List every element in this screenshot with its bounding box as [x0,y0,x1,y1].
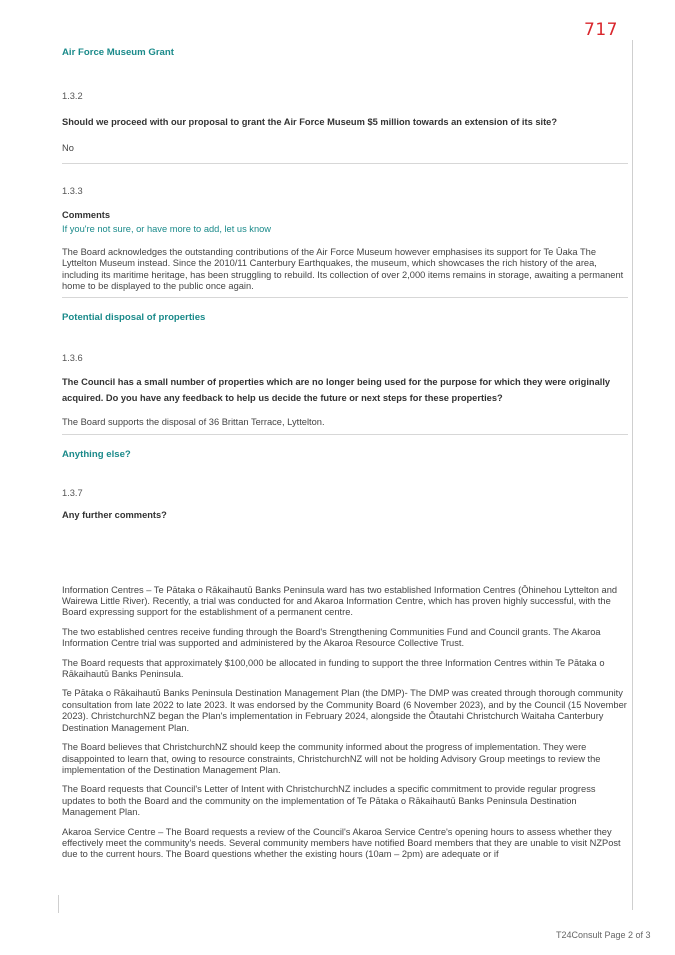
question-1-3-2: Should we proceed with our proposal to grant the Air Force Museum $5 million towards an extension of its site? [62,117,558,127]
section-heading-properties: Potential disposal of properties [62,311,206,323]
right-border-rule [632,40,633,910]
answer-1-3-2: No [62,143,74,153]
comments-label: Comments [62,210,111,220]
comment-paragraph: The two established centres receive funding through the Board's Strengthening Communities Fund and Council grants. The Akaroa Information Centre trial was supported and administered by the Akaroa Resource Collective Trust. [62,626,601,649]
left-border-rule [58,895,59,913]
question-number-1-3-2: 1.3.2 [62,91,83,101]
comment-paragraph: The Board requests that approximately $100,000 be allocated in funding to support the three Information Centres within Te Pātaka o Rākaihautū Banks Peninsula. [62,657,605,680]
comments-prompt: If you're not sure, or have more to add, let us know [62,224,271,234]
question-number-1-3-6: 1.3.6 [62,352,83,363]
further-comments-body [62,585,628,861]
question-number-1-3-3: 1.3.3 [62,186,83,196]
page-footer: T24Consult Page 2 of 3 [556,930,651,940]
question-1-3-7: Any further comments? [62,509,167,520]
answer-1-3-6: The Board supports the disposal of 36 Brittan Terrace, Lyttelton. [62,416,325,427]
comment-paragraph: Te Pātaka o Rākaihautū Banks Peninsula Destination Management Plan (the DMP)- The DMP was created through thorough community consultation from late 2022 to late 2023. It was endorsed by the Community Board (6 November 2023), and by the Council (15 November 2023). ChristchurchNZ began the Plan's implementation in February 2024, alongside the Ōtautahi Christchurch Waitaha Canterbury Destination Management Plan. [62,688,627,733]
question-1-3-6: The Council has a small number of properties which are no longer being used for the purpose for which they were originally acquired. Do you have any feedback to help us decide the future or next steps for these properties? [62,376,611,403]
document-body [62,40,628,861]
comment-paragraph: The Board requests that Council's Letter of Intent with ChristchurchNZ includes a specific commitment to provide regular progress updates to both the Board and the community on the implementation of Te Pātaka o Rākaihautū Banks Peninsula Destination Management Plan. [62,784,596,818]
comment-paragraph: Information Centres – Te Pātaka o Rākaihautū Banks Peninsula ward has two established Information Centres (Ōhinehou Lyttelton and Wairewa Little River). Recently, a trial was conducted for and Akaroa Information Centre, which has proven highly successful, with the Board expressing support for the establishment of a permanent centre. [62,584,618,618]
question-number-1-3-7: 1.3.7 [62,487,83,498]
answer-1-3-3: The Board acknowledges the outstanding contributions of the Air Force Museum however emphasises its support for Te Ūaka The Lyttelton Museum instead. Since the 2010/11 Canterbury Earthquakes, the museum, which showcases the rich history of the area, including its maritime heritage, has been struggling to rebuild. Its collection of over 2,000 items remains in storage, awaiting a permanent home to be displayed to the public once again. [62,247,624,292]
divider [62,163,628,164]
comment-paragraph: The Board believes that ChristchurchNZ should keep the community informed about the progress of implementation. They were disappointed to learn that, owing to resource constraints, ChristchurchNZ will not be holding Advisory Group meetings to review the implementation of the Destination Management Plan. [62,742,601,775]
divider [62,297,628,298]
divider [62,434,628,435]
comment-paragraph: Akaroa Service Centre – The Board requests a review of the Council's Akaroa Service Centre's opening hours to assess whether they effectively meet the community's needs. Several community members have notified Board members that they are unable to visit NZPost due to the current hours. The Board questions whether the existing hours (10am – 2pm) are adequate or if [62,826,621,860]
section-heading-air-force: Air Force Museum Grant [62,47,174,58]
page-number: 717 [584,20,618,40]
section-heading-anything-else: Anything else? [62,448,131,460]
